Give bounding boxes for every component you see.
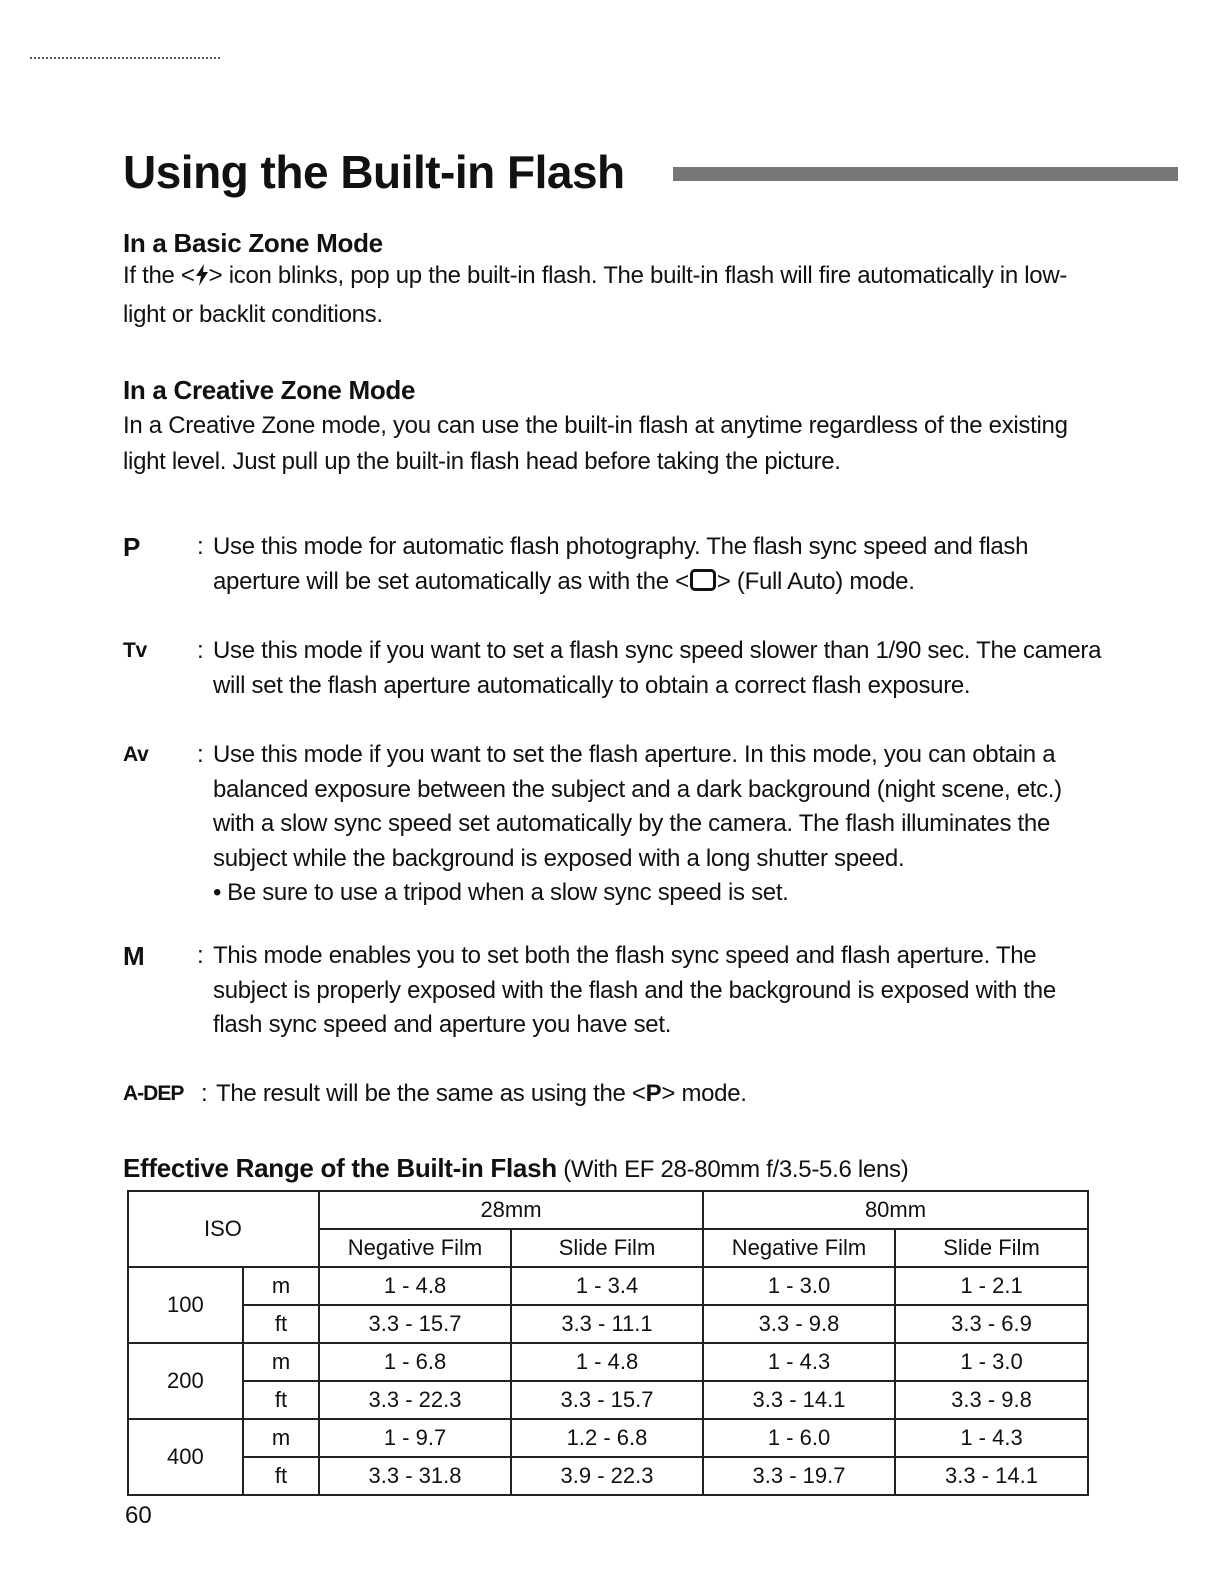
flash-bolt-icon — [195, 261, 209, 297]
table-cell: 1 - 3.0 — [895, 1343, 1088, 1381]
mode-av-key: Av — [123, 743, 149, 766]
unit-cell: ft — [243, 1457, 319, 1495]
table-cell: 1 - 9.7 — [319, 1419, 511, 1457]
basic-zone-text: If the < > icon blinks, pop up the built-in flash. The built-in flash will fire automatically in low-light or backlit conditions. — [123, 262, 1068, 328]
mode-tv-text: Use this mode if you want to set a flash sync speed slower than 1/90 sec. The camera will set the flash aperture automatically to obtain a correct flash exposure. — [213, 637, 1102, 699]
creative-zone-heading: In a Creative Zone Mode — [123, 375, 416, 405]
unit-cell: ft — [243, 1381, 319, 1419]
mode-av-text: Use this mode if you want to set the flash aperture. In this mode, you can obtain a balanced exposure between the subject and a dark background (night scene, etc.) with a slow sync speed set automatically by the camera. The flash illuminates the subject while the background is exposed with a long shutter speed. — [213, 741, 1062, 872]
flash-range-table — [127, 1190, 1089, 1496]
unit-cell: m — [243, 1267, 319, 1305]
table-cell: 3.3 - 9.8 — [703, 1305, 895, 1343]
mode-av-bullet: • Be sure to use a tripod when a slow sync speed is set. — [213, 879, 789, 907]
unit-cell: ft — [243, 1305, 319, 1343]
film-header: Negative Film — [319, 1229, 511, 1267]
mode-adep-text: The result will be the same as using the <P> mode. — [216, 1080, 747, 1107]
table-header-row — [128, 1191, 1088, 1229]
table-cell: 3.3 - 14.1 — [895, 1457, 1088, 1495]
table-cell: 3.3 - 15.7 — [319, 1305, 511, 1343]
table-row — [128, 1267, 1088, 1305]
table-cell: 1 - 2.1 — [895, 1267, 1088, 1305]
mode-m-key: M — [123, 941, 145, 971]
mode-tv-key: Tv — [123, 639, 147, 662]
table-cell: 1 - 4.3 — [703, 1343, 895, 1381]
unit-cell: m — [243, 1419, 319, 1457]
table-cell: 1 - 3.0 — [703, 1267, 895, 1305]
mode-p-key: P — [123, 532, 141, 562]
mode-m-text: This mode enables you to set both the flash sync speed and flash aperture. The subject is properly exposed with the flash and the background is exposed with the flash sync speed and aperture you have set. — [213, 942, 1056, 1039]
table-cell: 3.3 - 9.8 — [895, 1381, 1088, 1419]
table-cell: 1 - 4.3 — [895, 1419, 1088, 1457]
table-cell: 3.3 - 11.1 — [511, 1305, 703, 1343]
unit-cell: m — [243, 1343, 319, 1381]
page-title: Using the Built-in Flash — [123, 146, 625, 198]
film-header: Slide Film — [895, 1229, 1088, 1267]
table-cell: 3.3 - 15.7 — [511, 1381, 703, 1419]
iso-value: 400 — [128, 1419, 243, 1495]
film-header: Negative Film — [703, 1229, 895, 1267]
title-rule — [673, 167, 1178, 181]
table-cell: 3.3 - 22.3 — [319, 1381, 511, 1419]
mode-adep-key: A-DEP — [123, 1082, 184, 1105]
basic-zone-heading: In a Basic Zone Mode — [123, 228, 383, 258]
table-cell: 1 - 4.8 — [511, 1343, 703, 1381]
full-auto-frame-icon — [690, 569, 716, 591]
table-cell: 1 - 3.4 — [511, 1267, 703, 1305]
table-row — [128, 1343, 1088, 1381]
page-number: 60 — [125, 1502, 152, 1529]
table-row — [128, 1305, 1088, 1343]
scan-mark — [30, 57, 220, 59]
iso-value: 100 — [128, 1267, 243, 1343]
creative-zone-text: In a Creative Zone mode, you can use the built-in flash at anytime regardless of the existing light level. Just pull up the built-in flash head before taking the picture. — [123, 412, 1068, 475]
table-cell: 3.3 - 6.9 — [895, 1305, 1088, 1343]
table-cell: 3.3 - 19.7 — [703, 1457, 895, 1495]
table-row — [128, 1419, 1088, 1457]
iso-value: 200 — [128, 1343, 243, 1419]
table-cell: 3.9 - 22.3 — [511, 1457, 703, 1495]
table-row — [128, 1381, 1088, 1419]
table-cell: 3.3 - 14.1 — [703, 1381, 895, 1419]
table-cell: 1 - 6.8 — [319, 1343, 511, 1381]
lens-header-80mm: 80mm — [703, 1191, 1088, 1229]
lens-header-28mm: 28mm — [319, 1191, 703, 1229]
table-cell: 3.3 - 31.8 — [319, 1457, 511, 1495]
table-cell: 1 - 6.0 — [703, 1419, 895, 1457]
film-header: Slide Film — [511, 1229, 703, 1267]
table-cell: 1.2 - 6.8 — [511, 1419, 703, 1457]
iso-header: ISO — [128, 1191, 319, 1267]
table-cell: 1 - 4.8 — [319, 1267, 511, 1305]
range-table-title: Effective Range of the Built-in Flash (With EF 28-80mm f/3.5-5.6 lens) — [123, 1153, 909, 1183]
mode-p-text: Use this mode for automatic flash photography. The flash sync speed and flash aperture will be set automatically as with the < > (Full Auto) mode. — [213, 533, 1029, 595]
table-row — [128, 1457, 1088, 1495]
